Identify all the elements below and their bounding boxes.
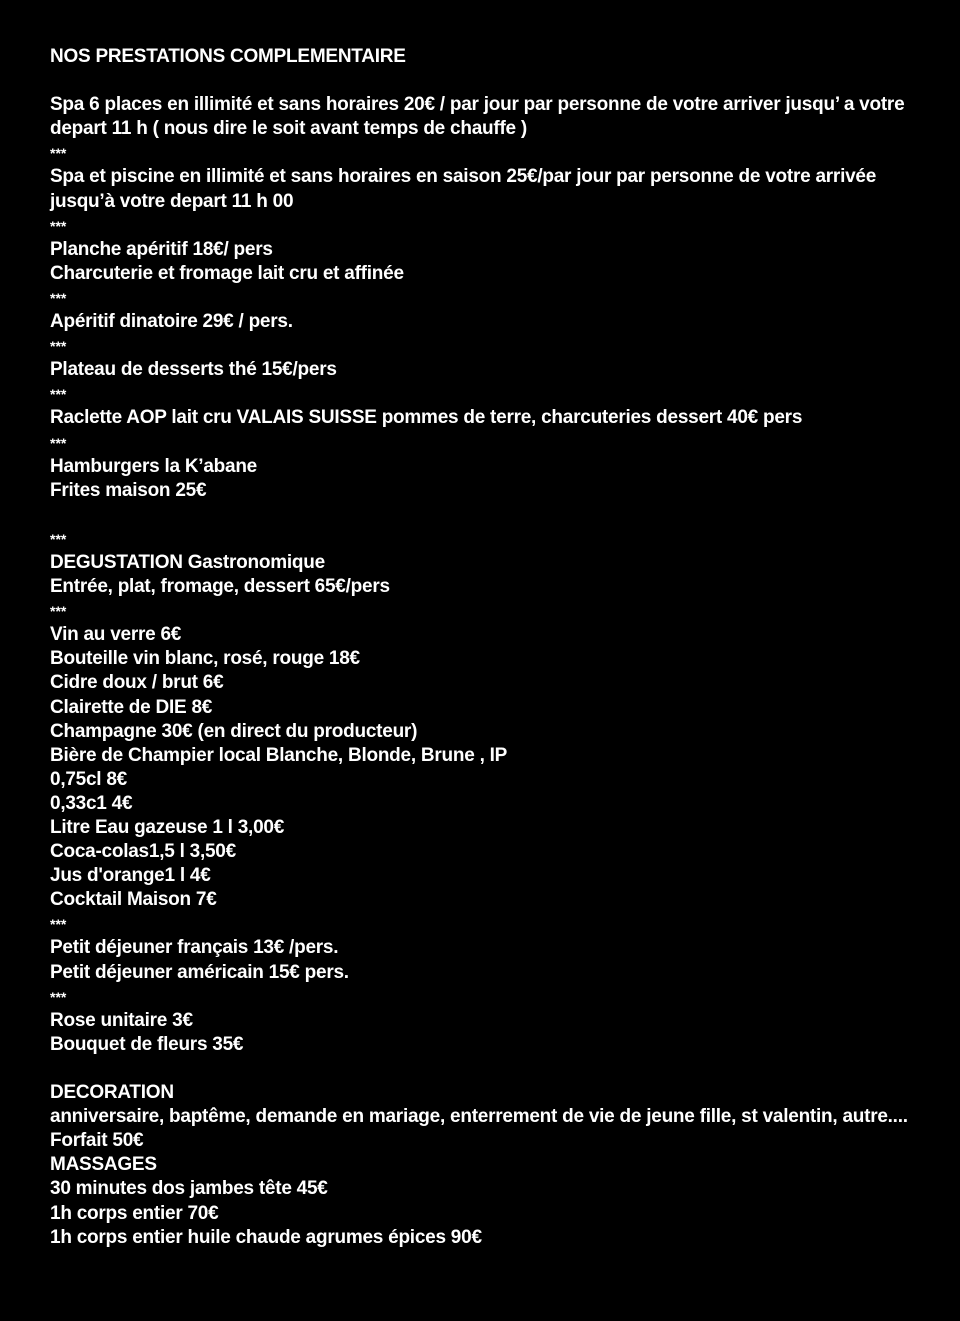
separator: ***: [50, 530, 67, 547]
breakfast-american: Petit déjeuner américain 15€ pers.: [50, 961, 349, 983]
drink-item: Clairette de DIE 8€: [50, 696, 213, 718]
massage-item: 30 minutes dos jambes tête 45€: [50, 1178, 328, 1200]
separator: ***: [50, 603, 67, 620]
spa-pool: Spa et piscine en illimité et sans horaires en saison 25€/par jour par personne de votre arrivée jusqu’à votre depart 11 h 00: [50, 166, 877, 212]
drink-item: Litre Eau gazeuse 1 l 3,00€: [50, 817, 285, 838]
rose-unitaire: Rose unitaire 3€: [50, 1009, 193, 1031]
drink-item: Coca-colas1,5 l 3,50€: [50, 841, 236, 863]
massages-list: [50, 1177, 940, 1249]
separator: ***: [50, 338, 67, 355]
massage-item: 1h corps entier huile chaude agrumes épices 90€: [50, 1226, 482, 1248]
drink-item: Cidre doux / brut 6€: [50, 672, 224, 694]
services-document: [50, 45, 940, 1250]
drink-item: Cocktail Maison 7€: [50, 889, 217, 911]
breakfast-french: Petit déjeuner français 13€ /pers.: [50, 937, 339, 959]
spacer: [50, 503, 940, 527]
drink-item: Bouteille vin blanc, rosé, rouge 18€: [50, 648, 360, 670]
separator: ***: [50, 988, 67, 1005]
drink-item: 0,33c1 4€: [50, 792, 133, 814]
planche-aperitif: Planche apéritif 18€/ pers: [50, 238, 273, 260]
drink-item: Jus d'orange1 l 4€: [50, 865, 211, 887]
spa-six-places: Spa 6 places en illimité et sans horaires 20€ / par jour par personne de votre arriver jusqu’ a votre depart 11 h ( nous dire le soit avant temps de chauffe ): [50, 94, 905, 140]
drink-item: 0,75cl 8€: [50, 768, 127, 790]
page-title: NOS PRESTATIONS COMPLEMENTAIRE: [50, 46, 406, 67]
drink-item: Bière de Champier local Blanche, Blonde, Brune , IP: [50, 744, 508, 766]
spacer: [50, 69, 940, 93]
frites: Frites maison 25€: [50, 479, 207, 501]
drinks-list: [50, 623, 940, 912]
decoration-detail: anniversaire, baptême, demande en mariage, enterrement de vie de jeune fille, st valentin, autre.... Forfait 50€: [50, 1106, 908, 1152]
planche-detail: Charcuterie et fromage lait cru et affinée: [50, 262, 404, 284]
drink-item: Vin au verre 6€: [50, 624, 182, 646]
spacer: [50, 1057, 940, 1081]
bouquet-fleurs: Bouquet de fleurs 35€: [50, 1033, 244, 1055]
raclette: Raclette AOP lait cru VALAIS SUISSE pommes de terre, charcuteries dessert 40€ pers: [50, 407, 803, 429]
separator: ***: [50, 289, 67, 306]
degustation-detail: Entrée, plat, fromage, dessert 65€/pers: [50, 576, 390, 598]
massages-heading: MASSAGES: [50, 1154, 157, 1176]
separator: ***: [50, 916, 67, 933]
desserts-plateau: Plateau de desserts thé 15€/pers: [50, 359, 337, 381]
drink-item: Champagne 30€ (en direct du producteur): [50, 720, 418, 742]
degustation-heading: DEGUSTATION Gastronomique: [50, 551, 325, 573]
hamburgers: Hamburgers la K’abane: [50, 455, 257, 477]
massage-item: 1h corps entier 70€: [50, 1202, 219, 1224]
decoration-heading: DECORATION: [50, 1082, 174, 1104]
separator: ***: [50, 434, 67, 451]
separator: ***: [50, 145, 67, 162]
separator: ***: [50, 386, 67, 403]
separator: ***: [50, 217, 67, 234]
aperitif-dinatoire: Apéritif dinatoire 29€ / pers.: [50, 311, 293, 333]
